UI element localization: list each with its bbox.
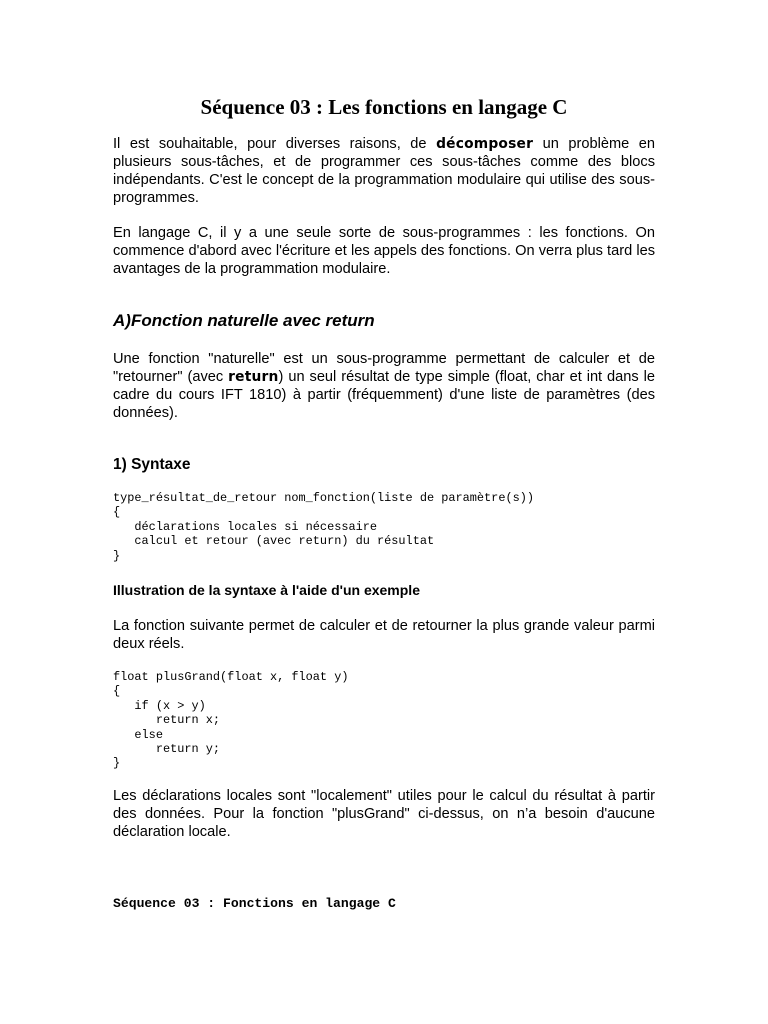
- intro-paragraph-1: [113, 135, 655, 207]
- section-a-heading: A)Fonction naturelle avec return: [113, 311, 375, 330]
- illustration-paragraph: La fonction suivante permet de calculer et de retourner la plus grande valeur parmi deux réels.: [113, 618, 655, 652]
- local-declarations-paragraph: Les déclarations locales sont "localement" utiles pour le calcul du résultat à partir des données. Pour la fonction "plusGrand" ci-dessus, on n’a besoin d'aucune déclaration locale.: [113, 788, 655, 840]
- document-title: Séquence 03 : Les fonctions en langage C: [200, 95, 568, 119]
- document-page: [113, 0, 655, 1024]
- page-footer: Séquence 03 : Fonctions en langage C: [113, 896, 396, 911]
- intro-text-end: un problème en plusieurs sous-tâches, et de programmer ces sous-tâches comme des blocs indépendants. C'est le concept de la programmation modulaire qui utilise des sous-programmes.: [113, 136, 655, 206]
- intro-bold-keyword: décomposer: [436, 136, 534, 152]
- section-a-text-start: Une fonction "naturelle" est un sous-programme permettant de calculer et de "retourner" (avec: [113, 351, 655, 385]
- example-code-block: float plusGrand(float x, float y) { if (x > y) return x; else return y; }: [113, 670, 349, 771]
- intro-paragraph-2: En langage C, il y a une seule sorte de sous-programmes : les fonctions. On commence d'abord avec l'écriture et les appels des fonctions. On verra plus tard les avantages de la programmation modulaire.: [113, 225, 655, 277]
- syntax-code-block: type_résultat_de_retour nom_fonction(liste de paramètre(s)) { déclarations locales si nécessaire calcul et retour (avec return) du résultat }: [113, 491, 534, 563]
- section-a-text-end: ) un seul résultat de type simple (float, char et int dans le cadre du cours IFT 1810) à partir (fréquemment) d'une liste de paramètres (des données).: [113, 369, 655, 421]
- intro-text-start: Il est souhaitable, pour diverses raisons, de: [113, 136, 437, 152]
- section-a-paragraph: [113, 350, 655, 422]
- illustration-heading: Illustration de la syntaxe à l'aide d'un exemple: [113, 582, 420, 598]
- return-keyword: return: [228, 369, 279, 385]
- syntax-heading: 1) Syntaxe: [113, 456, 191, 473]
